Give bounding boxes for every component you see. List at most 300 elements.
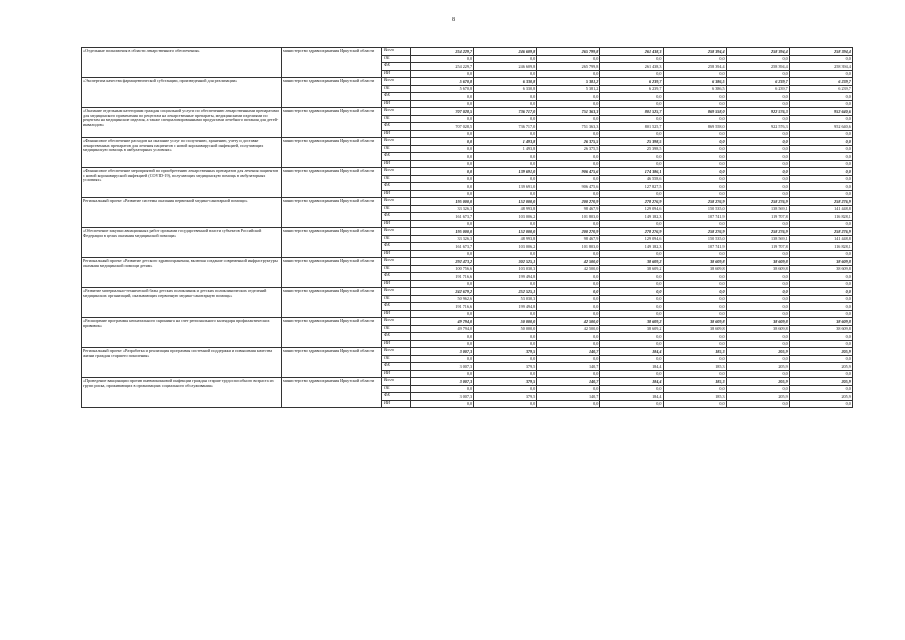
amount-cell: 0,0 bbox=[474, 385, 537, 393]
amount-cell: 0,0 bbox=[600, 250, 663, 258]
amount-cell: 38 609,8 bbox=[726, 258, 789, 266]
amount-cell: 0,0 bbox=[411, 280, 474, 288]
amount-cell: 0,0 bbox=[600, 55, 663, 63]
amount-cell: 0,0 bbox=[726, 145, 789, 153]
amount-cell: 0,0 bbox=[726, 138, 789, 146]
amount-cell: 0,0 bbox=[537, 70, 600, 78]
amount-cell: 46 558,6 bbox=[600, 175, 663, 183]
amount-cell: 0,0 bbox=[537, 55, 600, 63]
amount-cell: 0,0 bbox=[537, 370, 600, 378]
amount-cell: 0,0 bbox=[663, 93, 726, 101]
amount-cell: 0,0 bbox=[726, 355, 789, 363]
amount-cell: 205,9 bbox=[726, 363, 789, 371]
amount-cell: 0,0 bbox=[663, 145, 726, 153]
funding-source-label: ОБ bbox=[382, 115, 411, 123]
amount-cell: 0,0 bbox=[411, 153, 474, 161]
amount-cell: 0,0 bbox=[663, 385, 726, 393]
amount-cell: 0,0 bbox=[663, 115, 726, 123]
amount-cell: 42 500,0 bbox=[537, 318, 600, 326]
event-name: «Оказание отдельным категориям граждан социальной услуги по обеспечению лекарственными препаратами для медицинского применения по рецептам на лекарственные препараты, медицинскими изделиями по рецептам на медицинские изделия, а также специализированными продуктами лечебного питания для детей-инвалидов» bbox=[82, 108, 282, 138]
amount-cell: 278 276,9 bbox=[600, 228, 663, 236]
funding-source-label: Всего bbox=[382, 348, 411, 356]
amount-cell: 150 535,0 bbox=[663, 235, 726, 243]
amount-cell: 0,0 bbox=[474, 220, 537, 228]
funding-source-label: Всего bbox=[382, 258, 411, 266]
amount-cell: 184,4 bbox=[600, 363, 663, 371]
amount-cell: 0,0 bbox=[663, 295, 726, 303]
amount-cell: 5 381,2 bbox=[537, 78, 600, 86]
amount-cell: 25 398,5 bbox=[600, 145, 663, 153]
amount-cell: 199 494,8 bbox=[474, 273, 537, 281]
amount-cell: 0,0 bbox=[600, 190, 663, 198]
amount-cell: 0,0 bbox=[789, 145, 852, 153]
amount-cell: 922 576,3 bbox=[726, 123, 789, 131]
amount-cell: 129 094,6 bbox=[600, 235, 663, 243]
amount-cell: 149 182,3 bbox=[600, 213, 663, 221]
amount-cell: 0,0 bbox=[537, 288, 600, 296]
amount-cell: 0,0 bbox=[663, 130, 726, 138]
amount-cell: 0,0 bbox=[537, 115, 600, 123]
amount-cell: 5 670,8 bbox=[411, 85, 474, 93]
amount-cell: 0,0 bbox=[789, 93, 852, 101]
amount-cell: 141 448,8 bbox=[789, 205, 852, 213]
amount-cell: 0,0 bbox=[411, 168, 474, 176]
amount-cell: 0,0 bbox=[600, 70, 663, 78]
amount-cell: 0,0 bbox=[411, 130, 474, 138]
amount-cell: 107 741,9 bbox=[663, 213, 726, 221]
amount-cell: 0,0 bbox=[726, 288, 789, 296]
amount-cell: 258 394,4 bbox=[663, 48, 726, 56]
amount-cell: 0,0 bbox=[537, 100, 600, 108]
funding-source-label: ИИ bbox=[382, 190, 411, 198]
amount-cell: 0,0 bbox=[663, 175, 726, 183]
amount-cell: 0,0 bbox=[411, 333, 474, 341]
table-row bbox=[82, 288, 853, 296]
amount-cell: 0,0 bbox=[663, 168, 726, 176]
amount-cell: 707 028,5 bbox=[411, 108, 474, 116]
amount-cell: 6 239,7 bbox=[600, 78, 663, 86]
amount-cell: 261 438,3 bbox=[600, 63, 663, 71]
funding-source-label: ИИ bbox=[382, 160, 411, 168]
table-row bbox=[82, 108, 853, 116]
amount-cell: 152 000,0 bbox=[474, 198, 537, 206]
amount-cell: 265 799,8 bbox=[537, 63, 600, 71]
amount-cell: 0,0 bbox=[663, 355, 726, 363]
funding-source-label: ИИ bbox=[382, 340, 411, 348]
amount-cell: 141 448,8 bbox=[789, 235, 852, 243]
funding-source-label: ФБ bbox=[382, 273, 411, 281]
amount-cell: 42 500,0 bbox=[537, 265, 600, 273]
amount-cell: 0,0 bbox=[537, 93, 600, 101]
amount-cell: 0,0 bbox=[726, 333, 789, 341]
amount-cell: 0,0 bbox=[474, 250, 537, 258]
amount-cell: 185,3 bbox=[663, 348, 726, 356]
amount-cell: 0,0 bbox=[411, 190, 474, 198]
amount-cell: 0,0 bbox=[726, 190, 789, 198]
event-name: «Экспертиза качества фармацевтической субстанции, произведенной для реализации» bbox=[82, 78, 282, 108]
table-row bbox=[82, 318, 853, 326]
amount-cell: 0,0 bbox=[600, 160, 663, 168]
table-row bbox=[82, 258, 853, 266]
amount-cell: 1 493,8 bbox=[474, 145, 537, 153]
amount-cell: 379,5 bbox=[474, 393, 537, 401]
amount-cell: 50 000,0 bbox=[474, 318, 537, 326]
amount-cell: 0,0 bbox=[789, 55, 852, 63]
amount-cell: 0,0 bbox=[726, 220, 789, 228]
amount-cell: 107 741,9 bbox=[663, 243, 726, 251]
amount-cell: 0,0 bbox=[789, 280, 852, 288]
funding-source-label: ИИ bbox=[382, 400, 411, 408]
amount-cell: 0,0 bbox=[411, 370, 474, 378]
amount-cell: 0,0 bbox=[600, 385, 663, 393]
amount-cell: 0,0 bbox=[726, 175, 789, 183]
amount-cell: 0,0 bbox=[537, 333, 600, 341]
funding-source-label: ФБ bbox=[382, 93, 411, 101]
executor-name: министерство здравоохранения Иркутской области bbox=[282, 318, 382, 348]
amount-cell: 0,0 bbox=[537, 175, 600, 183]
amount-cell: 0,0 bbox=[474, 190, 537, 198]
amount-cell: 6 386,5 bbox=[663, 78, 726, 86]
amount-cell: 0,0 bbox=[726, 400, 789, 408]
amount-cell: 0,0 bbox=[411, 250, 474, 258]
amount-cell: 38 609,2 bbox=[600, 318, 663, 326]
amount-cell: 49 794,0 bbox=[411, 325, 474, 333]
amount-cell: 0,0 bbox=[789, 333, 852, 341]
amount-cell: 0,0 bbox=[600, 355, 663, 363]
funding-source-label: ОБ bbox=[382, 385, 411, 393]
amount-cell: 0,0 bbox=[474, 70, 537, 78]
amount-cell: 191 716,6 bbox=[411, 273, 474, 281]
amount-cell: 0,0 bbox=[411, 310, 474, 318]
amount-cell: 0,0 bbox=[726, 115, 789, 123]
budget-table-body bbox=[82, 48, 853, 408]
amount-cell: 53 030,3 bbox=[474, 295, 537, 303]
executor-name: министерство здравоохранения Иркутской области bbox=[282, 108, 382, 138]
amount-cell: 0,0 bbox=[663, 55, 726, 63]
amount-cell: 0,0 bbox=[663, 160, 726, 168]
amount-cell: 0,0 bbox=[537, 160, 600, 168]
amount-cell: 161 673,7 bbox=[411, 213, 474, 221]
amount-cell: 48 993,8 bbox=[474, 205, 537, 213]
funding-source-label: ИИ bbox=[382, 370, 411, 378]
table-row bbox=[82, 348, 853, 356]
amount-cell: 6 239,7 bbox=[600, 85, 663, 93]
amount-cell: 38 609,2 bbox=[600, 325, 663, 333]
amount-cell: 0,0 bbox=[789, 385, 852, 393]
amount-cell: 98 467,9 bbox=[537, 205, 600, 213]
amount-cell: 0,0 bbox=[789, 273, 852, 281]
amount-cell: 0,0 bbox=[726, 100, 789, 108]
amount-cell: 0,0 bbox=[537, 355, 600, 363]
amount-cell: 0,0 bbox=[663, 190, 726, 198]
funding-source-label: Всего bbox=[382, 168, 411, 176]
amount-cell: 0,0 bbox=[789, 130, 852, 138]
amount-cell: 0,0 bbox=[411, 183, 474, 191]
executor-name: министерство здравоохранения Иркутской области bbox=[282, 198, 382, 228]
amount-cell: 191 716,6 bbox=[411, 303, 474, 311]
amount-cell: 149 182,3 bbox=[600, 243, 663, 251]
amount-cell: 0,0 bbox=[726, 273, 789, 281]
amount-cell: 0,0 bbox=[789, 400, 852, 408]
amount-cell: 119 707,8 bbox=[726, 243, 789, 251]
amount-cell: 0,0 bbox=[411, 340, 474, 348]
funding-source-label: Всего bbox=[382, 108, 411, 116]
amount-cell: 0,0 bbox=[537, 295, 600, 303]
amount-cell: 103 006,2 bbox=[474, 213, 537, 221]
amount-cell: 0,0 bbox=[789, 100, 852, 108]
amount-cell: 0,0 bbox=[663, 280, 726, 288]
amount-cell: 242 679,2 bbox=[411, 288, 474, 296]
amount-cell: 205,9 bbox=[789, 348, 852, 356]
table-row bbox=[82, 78, 853, 86]
amount-cell: 952 640,6 bbox=[789, 108, 852, 116]
funding-source-label: ИИ bbox=[382, 130, 411, 138]
amount-cell: 138 569,1 bbox=[726, 205, 789, 213]
amount-cell: 184,4 bbox=[600, 393, 663, 401]
amount-cell: 0,0 bbox=[600, 280, 663, 288]
amount-cell: 265 799,8 bbox=[537, 48, 600, 56]
amount-cell: 254 229,7 bbox=[411, 63, 474, 71]
amount-cell: 0,0 bbox=[663, 310, 726, 318]
amount-cell: 0,0 bbox=[726, 168, 789, 176]
amount-cell: 379,5 bbox=[474, 348, 537, 356]
amount-cell: 0,0 bbox=[663, 273, 726, 281]
amount-cell: 258 276,9 bbox=[726, 198, 789, 206]
amount-cell: 302 525,1 bbox=[474, 258, 537, 266]
executor-name: министерство здравоохранения Иркутской области bbox=[282, 138, 382, 168]
amount-cell: 0,0 bbox=[474, 340, 537, 348]
amount-cell: 205,9 bbox=[726, 348, 789, 356]
funding-source-label: ИИ bbox=[382, 70, 411, 78]
amount-cell: 379,5 bbox=[474, 363, 537, 371]
amount-cell: 0,0 bbox=[411, 355, 474, 363]
amount-cell: 0,0 bbox=[726, 55, 789, 63]
funding-source-label: ФБ bbox=[382, 213, 411, 221]
funding-source-label: ФБ bbox=[382, 153, 411, 161]
amount-cell: 33 326,3 bbox=[411, 235, 474, 243]
amount-cell: 0,0 bbox=[474, 115, 537, 123]
amount-cell: 258 276,9 bbox=[663, 228, 726, 236]
amount-cell: 38 609,8 bbox=[663, 318, 726, 326]
amount-cell: 48 993,8 bbox=[474, 235, 537, 243]
amount-cell: 174 386,1 bbox=[600, 168, 663, 176]
funding-source-label: ИИ bbox=[382, 250, 411, 258]
amount-cell: 38 609,8 bbox=[726, 325, 789, 333]
executor-name: министерство здравоохранения Иркутской области bbox=[282, 288, 382, 318]
amount-cell: 278 276,9 bbox=[600, 198, 663, 206]
table-row bbox=[82, 228, 853, 236]
amount-cell: 0,0 bbox=[474, 100, 537, 108]
funding-source-label: ОБ bbox=[382, 85, 411, 93]
amount-cell: 33 326,3 bbox=[411, 205, 474, 213]
amount-cell: 38 609,8 bbox=[663, 325, 726, 333]
amount-cell: 0,0 bbox=[600, 303, 663, 311]
funding-source-label: ОБ bbox=[382, 295, 411, 303]
funding-source-label: ОБ bbox=[382, 205, 411, 213]
amount-cell: 100 756,6 bbox=[411, 265, 474, 273]
funding-source-label: ИИ bbox=[382, 280, 411, 288]
amount-cell: 922 576,3 bbox=[726, 108, 789, 116]
amount-cell: 0,0 bbox=[726, 310, 789, 318]
funding-source-label: ИИ bbox=[382, 310, 411, 318]
amount-cell: 801 525,7 bbox=[600, 108, 663, 116]
amount-cell: 246 609,8 bbox=[474, 48, 537, 56]
funding-source-label: Всего bbox=[382, 378, 411, 386]
amount-cell: 185,3 bbox=[663, 363, 726, 371]
table-row bbox=[82, 378, 853, 386]
amount-cell: 140,7 bbox=[537, 393, 600, 401]
amount-cell: 0,0 bbox=[474, 400, 537, 408]
amount-cell: 129 094,6 bbox=[600, 205, 663, 213]
amount-cell: 25 398,5 bbox=[600, 138, 663, 146]
amount-cell: 101 803,0 bbox=[537, 243, 600, 251]
amount-cell: 0,0 bbox=[411, 70, 474, 78]
amount-cell: 736 717,0 bbox=[474, 123, 537, 131]
amount-cell: 205,9 bbox=[789, 378, 852, 386]
amount-cell: 38 609,8 bbox=[663, 265, 726, 273]
amount-cell: 0,0 bbox=[411, 138, 474, 146]
amount-cell: 0,0 bbox=[726, 340, 789, 348]
amount-cell: 0,0 bbox=[726, 70, 789, 78]
amount-cell: 258 276,9 bbox=[789, 228, 852, 236]
amount-cell: 0,0 bbox=[600, 153, 663, 161]
amount-cell: 161 673,7 bbox=[411, 243, 474, 251]
amount-cell: 0,0 bbox=[663, 138, 726, 146]
amount-cell: 258 394,4 bbox=[789, 63, 852, 71]
amount-cell: 0,0 bbox=[600, 288, 663, 296]
amount-cell: 0,0 bbox=[663, 183, 726, 191]
table-row bbox=[82, 48, 853, 56]
executor-name: министерство здравоохранения Иркутской области bbox=[282, 348, 382, 378]
amount-cell: 140,7 bbox=[537, 363, 600, 371]
amount-cell: 258 276,9 bbox=[663, 198, 726, 206]
amount-cell: 0,0 bbox=[789, 370, 852, 378]
amount-cell: 119 707,8 bbox=[726, 213, 789, 221]
amount-cell: 0,0 bbox=[474, 310, 537, 318]
amount-cell: 38 609,2 bbox=[600, 258, 663, 266]
amount-cell: 254 229,7 bbox=[411, 48, 474, 56]
amount-cell: 0,0 bbox=[726, 93, 789, 101]
amount-cell: 38 609,8 bbox=[789, 325, 852, 333]
amount-cell: 0,0 bbox=[663, 370, 726, 378]
amount-cell: 246 609,8 bbox=[474, 63, 537, 71]
amount-cell: 3 007,3 bbox=[411, 363, 474, 371]
amount-cell: 751 363,3 bbox=[537, 108, 600, 116]
amount-cell: 139 691,0 bbox=[474, 183, 537, 191]
amount-cell: 98 467,9 bbox=[537, 235, 600, 243]
amount-cell: 0,0 bbox=[411, 220, 474, 228]
amount-cell: 0,0 bbox=[600, 115, 663, 123]
amount-cell: 0,0 bbox=[789, 303, 852, 311]
amount-cell: 379,5 bbox=[474, 378, 537, 386]
amount-cell: 3 007,3 bbox=[411, 348, 474, 356]
amount-cell: 0,0 bbox=[726, 303, 789, 311]
amount-cell: 0,0 bbox=[474, 333, 537, 341]
amount-cell: 0,0 bbox=[789, 153, 852, 161]
amount-cell: 49 794,0 bbox=[411, 318, 474, 326]
amount-cell: 0,0 bbox=[537, 385, 600, 393]
amount-cell: 0,0 bbox=[474, 130, 537, 138]
amount-cell: 50 000,0 bbox=[474, 325, 537, 333]
amount-cell: 0,0 bbox=[537, 303, 600, 311]
funding-source-label: ОБ bbox=[382, 325, 411, 333]
funding-source-label: ФБ bbox=[382, 333, 411, 341]
table-row bbox=[82, 138, 853, 146]
amount-cell: 0,0 bbox=[474, 370, 537, 378]
amount-cell: 185,3 bbox=[663, 393, 726, 401]
amount-cell: 952 640,6 bbox=[789, 123, 852, 131]
amount-cell: 116 828,1 bbox=[789, 243, 852, 251]
amount-cell: 184,4 bbox=[600, 348, 663, 356]
amount-cell: 205,9 bbox=[726, 378, 789, 386]
amount-cell: 0,0 bbox=[726, 385, 789, 393]
amount-cell: 0,0 bbox=[537, 220, 600, 228]
amount-cell: 0,0 bbox=[537, 400, 600, 408]
amount-cell: 0,0 bbox=[663, 288, 726, 296]
funding-source-label: ОБ bbox=[382, 355, 411, 363]
amount-cell: 0,0 bbox=[789, 340, 852, 348]
amount-cell: 0,0 bbox=[789, 160, 852, 168]
funding-source-label: ОБ bbox=[382, 265, 411, 273]
amount-cell: 0,0 bbox=[663, 340, 726, 348]
amount-cell: 0,0 bbox=[600, 310, 663, 318]
executor-name: министерство здравоохранения Иркутской области bbox=[282, 168, 382, 198]
amount-cell: 0,0 bbox=[600, 295, 663, 303]
event-name: «Обеспечение закупки авиационных работ органами государственной власти субъектов Российской Федерации в целях оказания медицинской помощи» bbox=[82, 228, 282, 258]
amount-cell: 6 239,7 bbox=[789, 78, 852, 86]
amount-cell: 0,0 bbox=[537, 130, 600, 138]
amount-cell: 0,0 bbox=[411, 115, 474, 123]
amount-cell: 0,0 bbox=[726, 160, 789, 168]
amount-cell: 0,0 bbox=[411, 175, 474, 183]
amount-cell: 3 007,3 bbox=[411, 378, 474, 386]
amount-cell: 0,0 bbox=[789, 70, 852, 78]
amount-cell: 0,0 bbox=[474, 93, 537, 101]
amount-cell: 0,0 bbox=[474, 153, 537, 161]
amount-cell: 0,0 bbox=[600, 130, 663, 138]
amount-cell: 869 558,0 bbox=[663, 123, 726, 131]
amount-cell: 0,0 bbox=[537, 280, 600, 288]
table-row bbox=[82, 198, 853, 206]
amount-cell: 252 525,1 bbox=[474, 288, 537, 296]
funding-source-label: ОБ bbox=[382, 145, 411, 153]
amount-cell: 6 239,7 bbox=[789, 85, 852, 93]
amount-cell: 0,0 bbox=[600, 400, 663, 408]
amount-cell: 0,0 bbox=[411, 100, 474, 108]
amount-cell: 138 569,1 bbox=[726, 235, 789, 243]
funding-source-label: Всего bbox=[382, 288, 411, 296]
amount-cell: 906 475,6 bbox=[537, 183, 600, 191]
amount-cell: 0,0 bbox=[789, 295, 852, 303]
funding-source-label: ФБ bbox=[382, 393, 411, 401]
amount-cell: 0,0 bbox=[726, 153, 789, 161]
amount-cell: 139 691,0 bbox=[474, 168, 537, 176]
event-name: «Финансовое обеспечение расходов на оказание услуг по получению, хранению, учету и доставке лекарственных препаратов для лечения пациентов с новой коронавирусной инфекцией, получающих медицинскую помощь в амбулаторных условиях» bbox=[82, 138, 282, 168]
amount-cell: 205,9 bbox=[726, 393, 789, 401]
amount-cell: 0,0 bbox=[537, 273, 600, 281]
amount-cell: 38 609,8 bbox=[789, 265, 852, 273]
amount-cell: 185,3 bbox=[663, 378, 726, 386]
amount-cell: 0,0 bbox=[474, 355, 537, 363]
amount-cell: 869 558,0 bbox=[663, 108, 726, 116]
funding-source-label: ФБ bbox=[382, 303, 411, 311]
amount-cell: 292 473,2 bbox=[411, 258, 474, 266]
amount-cell: 0,0 bbox=[789, 115, 852, 123]
executor-name: министерство здравоохранения Иркутской области bbox=[282, 78, 382, 108]
amount-cell: 1 493,8 bbox=[474, 138, 537, 146]
amount-cell: 0,0 bbox=[789, 138, 852, 146]
amount-cell: 0,0 bbox=[726, 250, 789, 258]
